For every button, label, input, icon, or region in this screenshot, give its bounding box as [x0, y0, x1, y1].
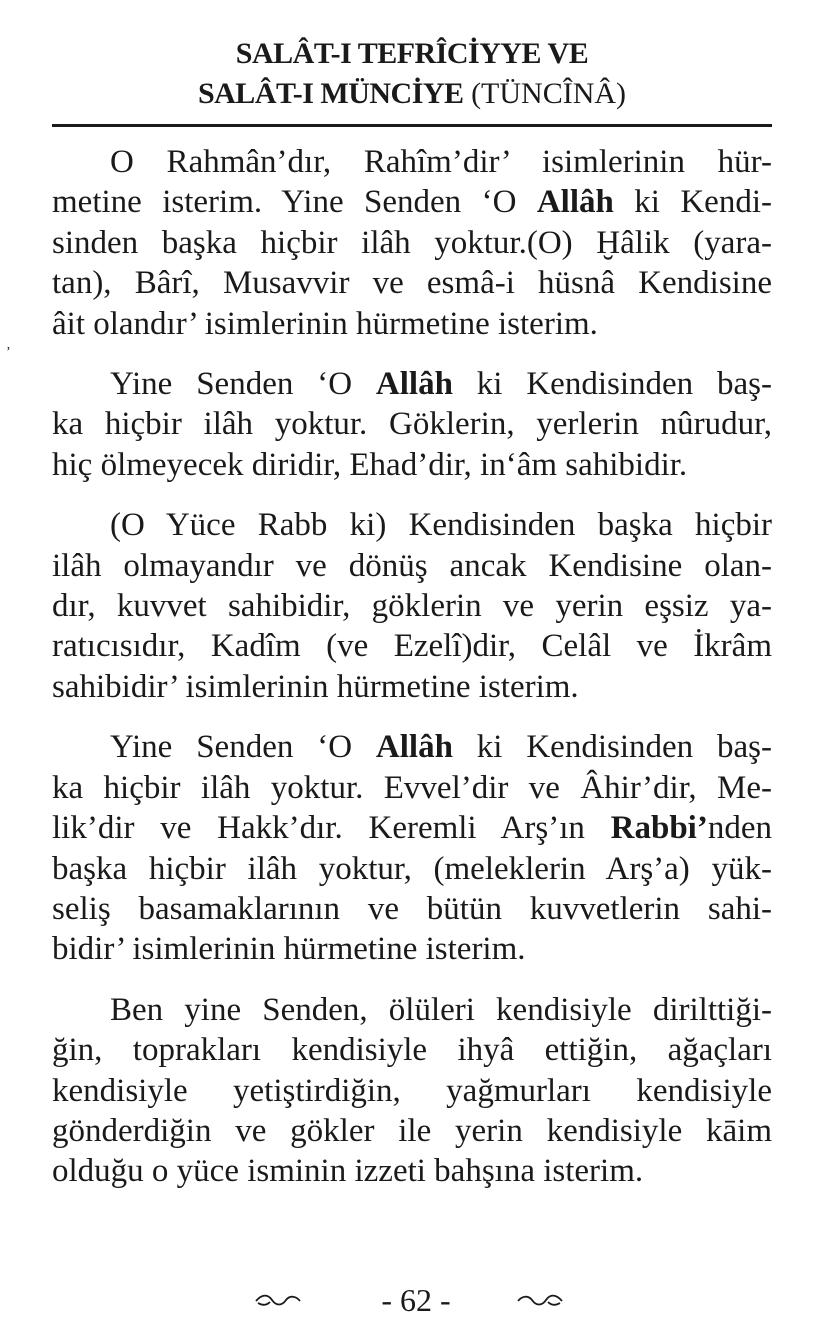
paragraph [52, 990, 772, 1192]
page-number: - 62 - [381, 1282, 451, 1318]
header-rule [52, 124, 772, 127]
paragraph [52, 727, 772, 969]
text-line: Yine Senden ‘O Allâh ki Kendisinden baş- [110, 729, 772, 766]
text-line: dır, kuvvet sahibidir, göklerin ve yerin eşsiz ya- [52, 588, 772, 625]
paragraph [52, 364, 772, 485]
text-line: lik’dir ve Hakk’dır. Keremli Arş’ın Rabbi’nden [52, 810, 772, 847]
text-line: olduğu o yüce isminin izzeti bahşına isterim. [52, 1153, 644, 1190]
text-line: başka hiçbir ilâh yoktur, (meleklerin Arş’a) yük- [52, 850, 772, 887]
text-line: ka hiçbir ilâh yoktur. Evvel’dir ve Âhir’dir, Me- [52, 769, 772, 806]
text-line: bidir’ isimlerinin hürmetine isterim. [52, 931, 526, 968]
text-line: hiç ölmeyecek diridir, Ehad’dir, in‘âm sahibidir. [52, 446, 688, 483]
text-line: ğin, toprakları kendisiyle ihyâ ettiğin, ağaçları [52, 1032, 772, 1069]
paragraph [52, 142, 772, 344]
text-line: Yine Senden ‘O Allâh ki Kendisinden baş- [110, 366, 772, 403]
chapter-header [52, 34, 772, 114]
text-line: sahibidir’ isimlerinin hürmetine isterim. [52, 668, 579, 705]
text-line: (O Yüce Rabb ki) Kendisinden başka hiçbir [110, 507, 772, 544]
bold-term: Allâh [375, 366, 453, 403]
curl-ornament-icon [512, 1292, 564, 1310]
bold-term: Allâh [375, 729, 453, 766]
curl-ornament-icon [254, 1292, 306, 1310]
text-line: ilâh olmayandır ve dönüş ancak Kendisine olan- [52, 547, 772, 584]
margin-mark: ’ [6, 345, 11, 360]
text-line: metine isterim. Yine Senden ‘O Allâh ki Kendi- [52, 184, 772, 221]
bold-term: Allâh [536, 184, 614, 221]
header-title-line2-normal: (TÜNCÎNÂ) [471, 77, 627, 110]
header-title-line2-bold: SALÂT-I MÜNCİYE [197, 77, 464, 110]
bold-term: Rabbi’ [610, 810, 708, 847]
text-line: Ben yine Senden, ölüleri kendisiyle dirilttiği- [110, 991, 772, 1028]
paragraph [52, 505, 772, 707]
text-line: sinden başka hiçbir ilâh yoktur.(O) Ḫâlik (yara- [52, 224, 772, 261]
body-text [52, 142, 772, 1212]
text-line: gönderdiğin ve gökler ile yerin kendisiyle kāim [52, 1112, 772, 1149]
text-line: ka hiçbir ilâh yoktur. Göklerin, yerlerin nûrudur, [52, 406, 772, 443]
header-title-line1: SALÂT-I TEFRÎCİYYE VE [235, 37, 589, 70]
page-footer [0, 1282, 832, 1322]
text-line: kendisiyle yetiştirdiğin, yağmurları kendisiyle [52, 1072, 772, 1109]
text-line: ratıcısıdır, Kadîm (ve Ezelî)dir, Celâl ve İkrâm [52, 628, 772, 665]
text-line: tan), Bârî, Musavvir ve esmâ-i hüsnâ Kendisine [52, 265, 772, 302]
text-line: seliş basamaklarının ve bütün kuvvetlerin sahi- [52, 890, 772, 927]
text-line: âit olandır’ isimlerinin hürmetine isterim. [52, 305, 598, 342]
text-line: O Rahmân’dır, Rahîm’dir’ isimlerinin hür- [110, 144, 772, 180]
